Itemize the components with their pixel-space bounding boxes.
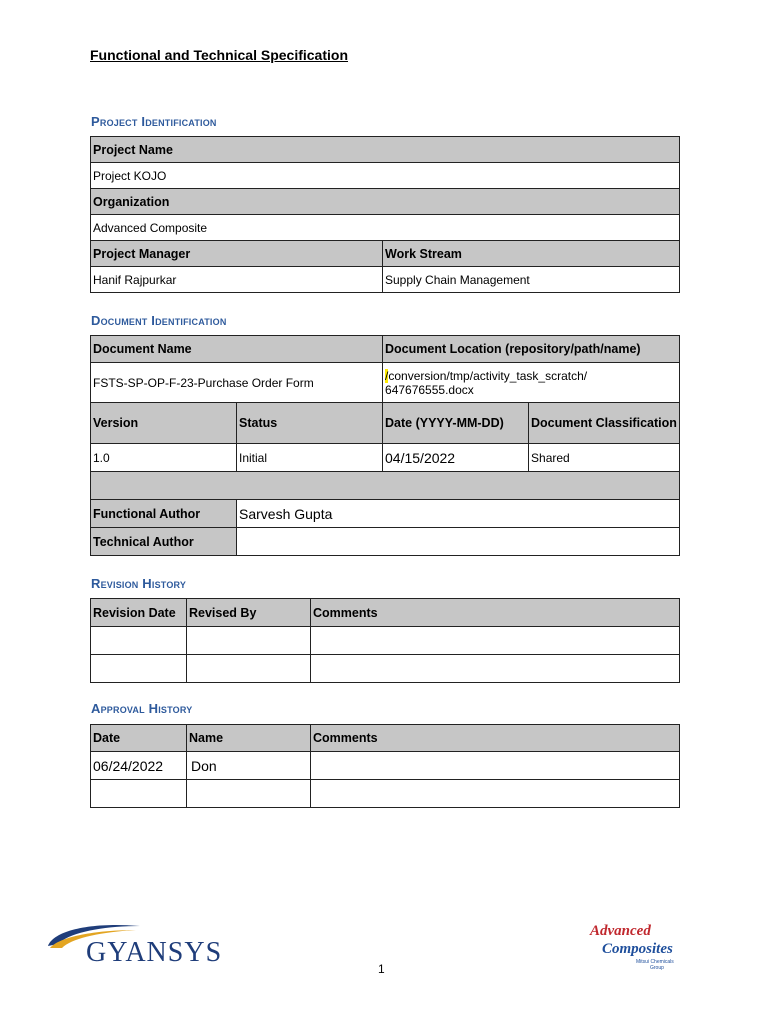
mitsui-chemicals-text: Mitsui Chemicals bbox=[636, 959, 674, 965]
location-filename: 647676555.docx bbox=[385, 382, 474, 397]
revision-date-cell bbox=[91, 627, 187, 655]
work-stream-value: Supply Chain Management bbox=[383, 267, 680, 293]
approval-comments-cell bbox=[311, 752, 680, 780]
status-label: Status bbox=[237, 403, 383, 444]
approval-history-heading: Approval History bbox=[91, 701, 193, 716]
revision-date-cell bbox=[91, 655, 187, 683]
technical-author-label: Technical Author bbox=[91, 528, 237, 556]
approval-date-cell: 06/24/2022 bbox=[91, 752, 187, 780]
gyansys-logo-text: GYANSYS bbox=[86, 937, 223, 968]
organization-value: Advanced Composite bbox=[91, 215, 680, 241]
approval-name-cell: Don bbox=[187, 752, 311, 780]
approval-date-header: Date bbox=[91, 725, 187, 752]
date-label: Date (YYYY-MM-DD) bbox=[383, 403, 529, 444]
revised-by-cell bbox=[187, 627, 311, 655]
functional-author-value: Sarvesh Gupta bbox=[237, 500, 680, 528]
gyansys-logo bbox=[44, 918, 228, 970]
advanced-composites-logo bbox=[584, 918, 684, 972]
revision-history-heading: Revision History bbox=[91, 576, 187, 591]
version-label: Version bbox=[91, 403, 237, 444]
functional-author-label: Functional Author bbox=[91, 500, 237, 528]
revision-comments-cell bbox=[311, 655, 680, 683]
approval-comments-header: Comments bbox=[311, 725, 680, 752]
page-number: 1 bbox=[378, 962, 385, 976]
technical-author-value bbox=[237, 528, 680, 556]
approval-name-cell bbox=[187, 780, 311, 808]
organization-label: Organization bbox=[91, 189, 680, 215]
revision-date-header: Revision Date bbox=[91, 599, 187, 627]
composites-logo-word: Composites bbox=[602, 941, 673, 957]
advanced-logo-word: Advanced bbox=[590, 923, 651, 939]
approval-date-cell bbox=[91, 780, 187, 808]
table-row bbox=[91, 752, 680, 780]
table-row bbox=[91, 780, 680, 808]
revised-by-cell bbox=[187, 655, 311, 683]
location-path: conversion/tmp/activity_task_scratch/ bbox=[388, 368, 588, 383]
group-text: Group bbox=[650, 965, 664, 971]
version-value: 1.0 bbox=[91, 444, 237, 472]
document-name-label: Document Name bbox=[91, 336, 383, 363]
revision-comments-cell bbox=[311, 627, 680, 655]
project-manager-value: Hanif Rajpurkar bbox=[91, 267, 383, 293]
blank-separator-row bbox=[91, 472, 680, 500]
approval-history-table bbox=[90, 724, 680, 808]
document-location-label: Document Location (repository/path/name) bbox=[383, 336, 680, 363]
status-value: Initial bbox=[237, 444, 383, 472]
date-value: 04/15/2022 bbox=[383, 444, 529, 472]
table-row bbox=[91, 627, 680, 655]
revision-history-table bbox=[90, 598, 680, 683]
document-identification-table bbox=[90, 335, 680, 556]
table-row bbox=[91, 655, 680, 683]
work-stream-label: Work Stream bbox=[383, 241, 680, 267]
project-name-value: Project KOJO bbox=[91, 163, 680, 189]
location-highlight: / bbox=[385, 368, 389, 383]
revised-by-header: Revised By bbox=[187, 599, 311, 627]
document-title: Functional and Technical Specification bbox=[90, 47, 349, 63]
approval-name-header: Name bbox=[187, 725, 311, 752]
project-name-label: Project Name bbox=[91, 137, 680, 163]
document-location-value bbox=[383, 363, 680, 403]
document-name-value: FSTS-SP-OP-F-23-Purchase Order Form bbox=[91, 363, 383, 403]
approval-comments-cell bbox=[311, 780, 680, 808]
classification-label: Document Classification bbox=[529, 403, 680, 444]
project-identification-table bbox=[90, 136, 680, 293]
project-identification-heading: Project Identification bbox=[91, 114, 217, 129]
document-identification-heading: Document Identification bbox=[91, 313, 227, 328]
project-manager-label: Project Manager bbox=[91, 241, 383, 267]
revision-comments-header: Comments bbox=[311, 599, 680, 627]
classification-value: Shared bbox=[529, 444, 680, 472]
